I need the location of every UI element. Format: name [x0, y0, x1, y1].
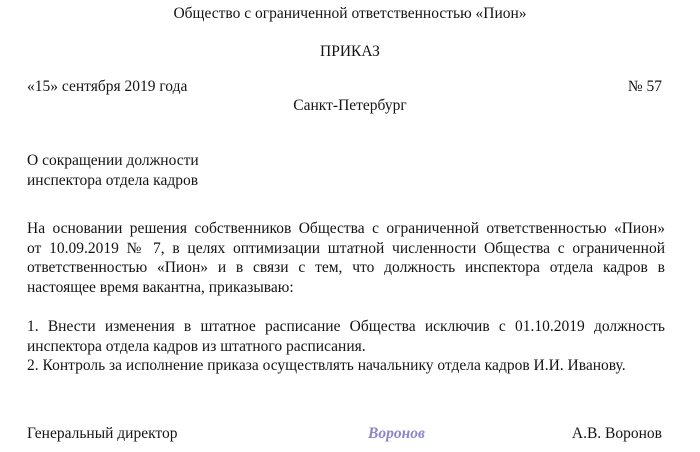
organization-name: Общество с ограниченной ответственностью «Пион»: [173, 5, 527, 22]
document-date: «15» сентября 2019 года: [27, 78, 188, 95]
order-items: [27, 317, 665, 376]
subject-line: инспектора отдела кадров: [27, 172, 199, 189]
document-city: Санкт-Петербург: [293, 97, 407, 114]
document-number: № 57: [627, 78, 662, 95]
document-subject: [27, 151, 199, 191]
subject-line: О сокращении должности: [27, 152, 199, 169]
document-title: ПРИКАЗ: [320, 43, 380, 60]
order-item-2: 2. Контроль за исполнение приказа осуществлять начальнику отдела кадров И.И. Иванову.: [27, 357, 626, 374]
body-line: от 10.09.2019 № 7, в целях оптимизации штатной численности Общества с ограниченной: [27, 239, 665, 257]
body-line: ответственностью «Пион» и в связи с тем, что должность инспектора отдела кадров в: [27, 259, 665, 276]
order-item-1-continuation: инспектора отдела кадров из штатного расписания.: [27, 337, 366, 355]
signer-name: А.В. Воронов: [571, 425, 662, 442]
handwritten-signature: Воронов: [368, 425, 425, 442]
body-line: На основании решения собственников Общества с ограниченной ответственностью «Пион»: [27, 220, 665, 237]
body-paragraph: [27, 219, 665, 297]
signer-role: Генеральный директор: [27, 425, 178, 442]
body-line: настоящее время вакантна, приказываю:: [27, 278, 294, 296]
order-item-1: 1. Внести изменения в штатное расписание Общества исключив с 01.10.2019 должность: [27, 318, 665, 335]
